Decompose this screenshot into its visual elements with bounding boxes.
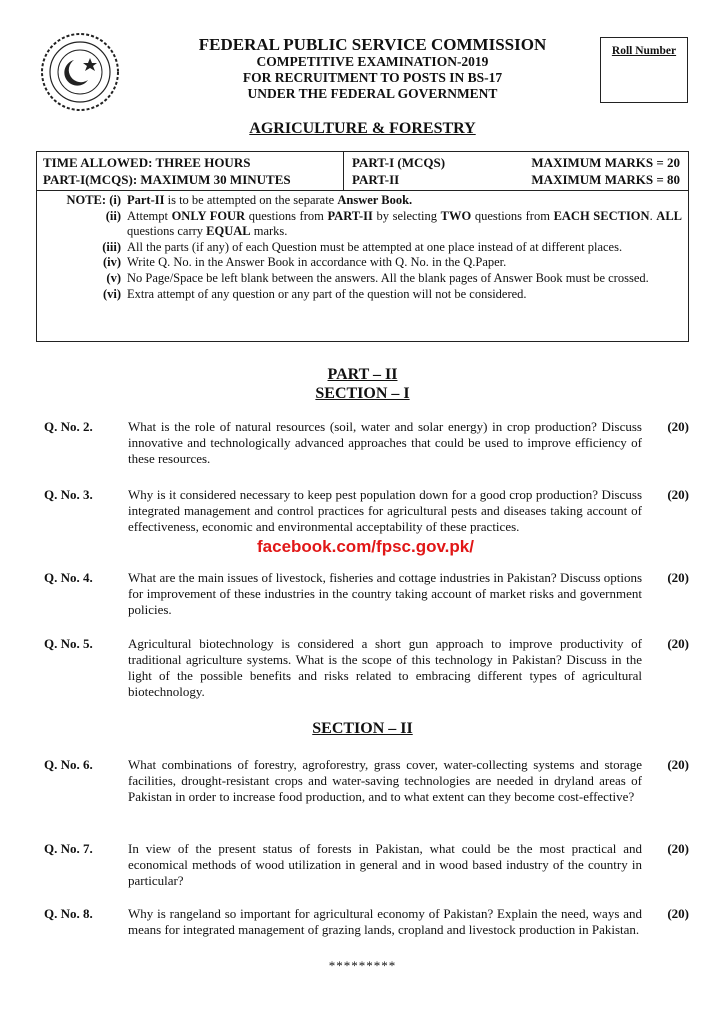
part2-marks: MAXIMUM MARKS = 80 <box>531 172 680 187</box>
note-num: (v) <box>106 270 121 285</box>
note-bold: PART-II <box>327 208 373 223</box>
exam-title: COMPETITIVE EXAMINATION-2019 <box>256 54 489 69</box>
question-text: What are the main issues of livestock, fisheries and cottage industries in Pakistan? Discuss options for improvement of these industries in the country taking account of market risks and government policies. <box>128 570 642 617</box>
note-text: by selecting <box>372 208 441 223</box>
note-text: Write Q. No. in the Answer Book in accordance with Q. No. in the Q.Paper. <box>127 255 507 270</box>
part1-time: PART-I(MCQS): MAXIMUM 30 MINUTES <box>43 172 291 187</box>
question-number: Q. No. 3. <box>44 487 93 502</box>
fpsc-logo <box>38 30 122 114</box>
note-num: (ii) <box>105 208 121 223</box>
roll-number-box[interactable] <box>600 37 688 103</box>
question-text: What is the role of natural resources (soil, water and solar energy) in crop production? Discuss innovative and technologically advanced approaches that could be used to improve efficiency of these resources. <box>128 419 642 466</box>
question-number: Q. No. 8. <box>44 906 93 921</box>
question-item <box>44 757 689 805</box>
question-marks: (20) <box>667 419 689 434</box>
note-item <box>43 240 682 256</box>
government-line: UNDER THE FEDERAL GOVERNMENT <box>247 86 498 101</box>
note-text: Attempt <box>127 208 172 223</box>
question-marks: (20) <box>667 757 689 772</box>
note-bold: Answer Book. <box>337 193 413 207</box>
note-num: (iv) <box>102 255 121 270</box>
subject-title <box>0 120 725 138</box>
note-label: NOTE: <box>66 193 107 207</box>
part2-label: PART-II <box>352 172 400 187</box>
note-bold: Part-II <box>127 193 165 207</box>
note-bold: ONLY FOUR <box>171 208 246 223</box>
instructions-note <box>36 190 689 342</box>
question-marks: (20) <box>667 906 689 921</box>
question-marks: (20) <box>667 841 689 856</box>
question-item <box>44 841 689 889</box>
question-item <box>44 636 689 700</box>
question-number: Q. No. 7. <box>44 841 93 856</box>
note-num: (iii) <box>102 239 121 254</box>
note-item <box>43 271 682 287</box>
question-marks: (20) <box>667 636 689 651</box>
exam-header <box>160 36 585 102</box>
part1-label: PART-I (MCQS) <box>352 155 446 170</box>
question-number: Q. No. 6. <box>44 757 93 772</box>
note-item <box>43 255 682 271</box>
note-bold: TWO <box>440 208 472 223</box>
note-bold: ALL <box>656 208 682 223</box>
question-marks: (20) <box>667 570 689 585</box>
note-text: Extra attempt of any question or any part of the question will not be considered. <box>127 286 527 301</box>
question-marks: (20) <box>667 487 689 502</box>
question-text: Agricultural biotechnology is considered a short gun approach to improve productivity of traditional agriculture systems. What is the scope of this technology in Pakistan? Discuss in the light of the possible benefits and risks related to embracing different types of agricultural biotechnology. <box>128 636 642 699</box>
note-text: No Page/Space be left blank between the answers. All the blank pages of Answer Book must be crossed. <box>127 270 649 285</box>
note-text: questions from <box>471 208 554 223</box>
section-1-heading: SECTION – I <box>315 385 410 402</box>
question-text: Why is rangeland so important for agricultural economy of Pakistan? Explain the need, ways and means for integrated management of grazing lands, cropland and livestock production in Pakistan. <box>128 906 642 937</box>
note-text: . <box>649 208 657 223</box>
facebook-watermark: facebook.com/fpsc.gov.pk/ <box>257 537 474 556</box>
subject-text: AGRICULTURE & FORESTRY <box>249 120 476 137</box>
roll-number-label: Roll Number <box>611 45 677 57</box>
question-number: Q. No. 4. <box>44 570 93 585</box>
note-item <box>43 287 682 303</box>
end-marker: ********* <box>328 958 397 973</box>
note-num: (i) <box>109 193 121 207</box>
note-item <box>43 193 682 209</box>
question-item <box>44 570 689 618</box>
recruitment-line: FOR RECRUITMENT TO POSTS IN BS-17 <box>242 70 503 85</box>
note-text: All the parts (if any) of each Question must be attempted at one place instead of at different places. <box>127 239 623 254</box>
note-text: questions carry <box>127 224 207 239</box>
question-item <box>44 419 689 467</box>
question-number: Q. No. 5. <box>44 636 93 651</box>
section-2-heading: SECTION – II <box>312 720 413 737</box>
question-text: What combinations of forestry, agroforestry, grass cover, water-collecting systems and storage facilities, drought-resistant crops and water-saving technologies are needed in dryland areas of Pakistan in order to increase food production, and to what extent can they become cost-effective? <box>128 757 642 804</box>
note-bold: EACH SECTION <box>553 208 650 223</box>
note-text: questions from <box>245 208 328 223</box>
time-allowed: TIME ALLOWED: THREE HOURS <box>43 155 251 170</box>
question-text: In view of the present status of forests in Pakistan, what could be the most practical and economical methods of wood utilization in general and in wood based industry of the country in particular? <box>128 841 642 888</box>
time-allowed-box <box>36 151 689 191</box>
question-item <box>44 487 689 535</box>
note-bold: EQUAL <box>206 224 251 239</box>
question-number: Q. No. 2. <box>44 419 93 434</box>
note-text: is to be attempted on the separate <box>164 193 338 207</box>
note-num: (vi) <box>102 286 121 301</box>
question-text: Why is it considered necessary to keep pest population down for a good crop production? Discuss integrated management and control practices for agricultural pests and diseases taking account of effectiveness, economic and environmental acceptability of these practices. <box>128 487 642 534</box>
question-item <box>44 906 689 938</box>
commission-title: FEDERAL PUBLIC SERVICE COMMISSION <box>198 35 547 54</box>
part-heading: PART – II <box>327 366 398 383</box>
note-item <box>43 209 682 240</box>
part1-marks: MAXIMUM MARKS = 20 <box>531 155 680 170</box>
note-text: marks. <box>250 224 288 239</box>
